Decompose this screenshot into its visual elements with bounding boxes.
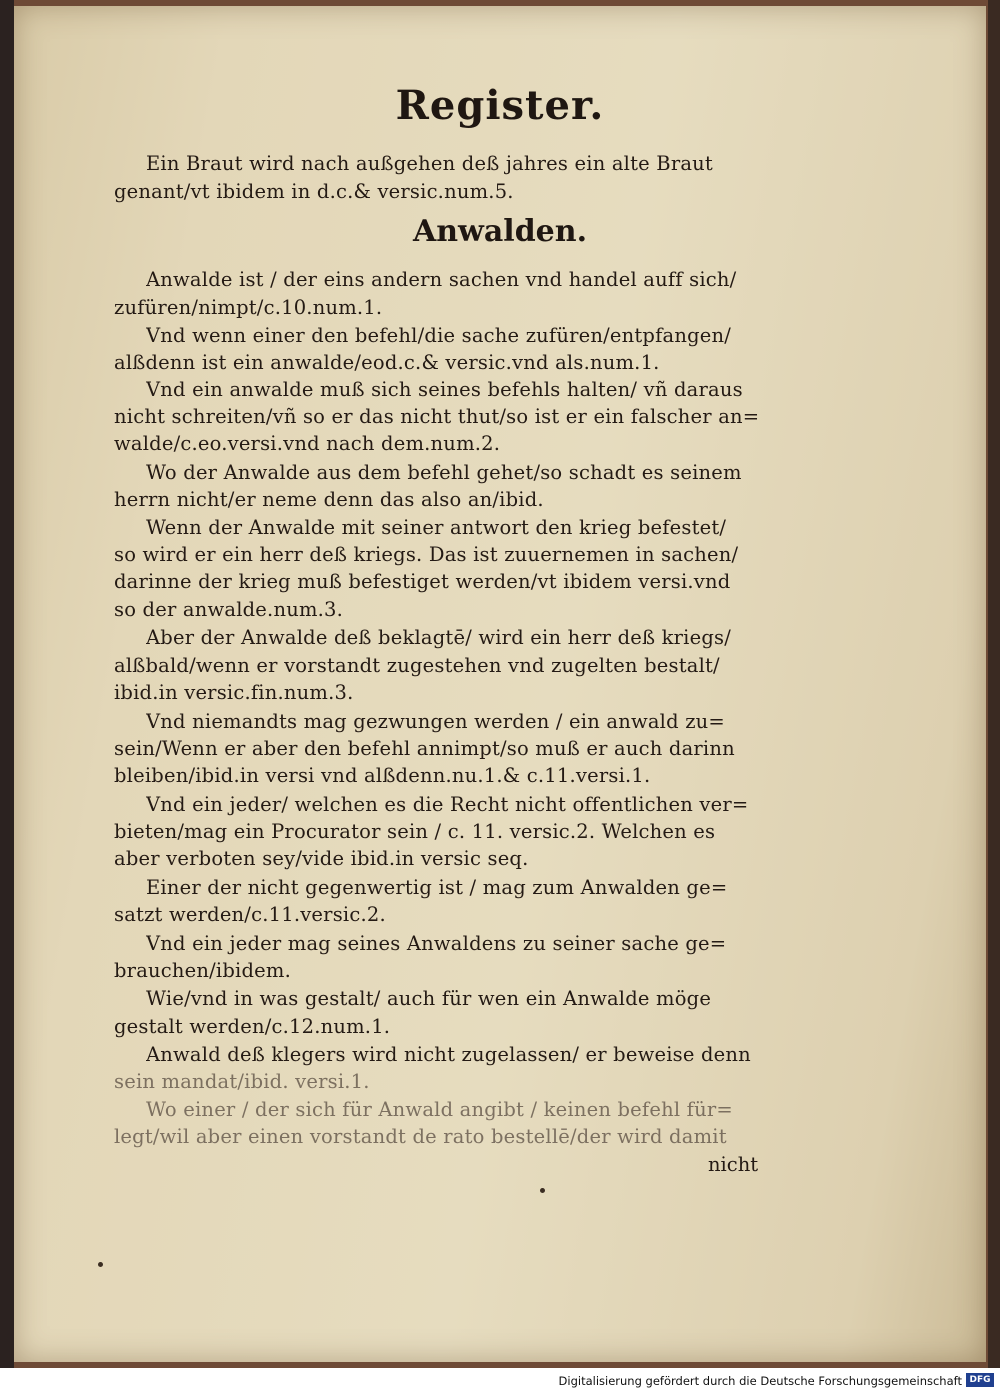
body-line: Vnd niemandts mag gezwungen werden / ein anwald zu= (146, 710, 725, 733)
scan-edge-left (0, 0, 14, 1368)
body-line: Anwalde ist / der eins andern sachen vnd handel auff sich/ (146, 268, 737, 291)
body-line: ibid.in versic.fin.num.3. (114, 681, 354, 704)
dfg-logo-icon: DFG (966, 1373, 994, 1387)
body-line: Anwald deß klegers wird nicht zugelassen/ er beweise denn (146, 1043, 751, 1066)
body-line: Vnd ein jeder mag seines Anwaldens zu seiner sache ge= (146, 932, 727, 955)
body-line: sein/Wenn er aber den befehl annimpt/so muß er auch darinn (114, 737, 735, 760)
body-line: Wie/vnd in was gestalt/ auch für wen ein Anwalde möge (146, 987, 712, 1010)
body-line: darinne der krieg muß befestiget werden/vt ibidem versi.vnd (114, 570, 731, 593)
body-line: sein mandat/ibid. versi.1. (114, 1070, 370, 1093)
catchword: nicht (708, 1153, 759, 1176)
section-heading: Anwalden. (412, 214, 588, 249)
body-line: legt/wil aber einen vorstandt de rato bestellē/der wird damit (114, 1125, 727, 1148)
body-line: Aber der Anwalde deß beklagtē/ wird ein herr deß kriegs/ (146, 626, 731, 649)
footer-bar (0, 1368, 1000, 1393)
footer-credit: Digitalisierung gefördert durch die Deutsche Forschungsgemeinschaft (558, 1374, 962, 1388)
body-line: herrn nicht/er neme denn das also an/ibid. (114, 488, 544, 511)
body-line: satzt werden/c.11.versic.2. (114, 903, 386, 926)
ink-speck (540, 1188, 545, 1193)
ink-speck (98, 1262, 103, 1267)
intro-line: genant/vt ibidem in d.c.& versic.num.5. (114, 180, 514, 203)
body-line: Wo einer / der sich für Anwald angibt / keinen befehl für= (146, 1098, 733, 1121)
page-title: Register. (395, 82, 605, 129)
body-line: bieten/mag ein Procurator sein / c. 11. versic.2. Welchen es (114, 820, 716, 843)
body-line: Vnd ein anwalde muß sich seines befehls halten/ vñ daraus (146, 378, 743, 401)
body-line: Wenn der Anwalde mit seiner antwort den krieg befestet/ (146, 516, 727, 539)
scan-edge-right (988, 0, 1000, 1368)
body-line: zufüren/nimpt/c.10.num.1. (114, 296, 383, 319)
body-line: alßbald/wenn er vorstandt zugestehen vnd zugelten bestalt/ (114, 654, 720, 677)
body-line: Einer der nicht gegenwertig ist / mag zum Anwalden ge= (146, 876, 728, 899)
body-line: Vnd ein jeder/ welchen es die Recht nicht offentlichen ver= (146, 793, 749, 816)
body-line: nicht schreiten/vñ so er das nicht thut/so ist er ein falscher an= (114, 405, 760, 428)
body-line: Wo der Anwalde aus dem befehl gehet/so schadt es seinem (146, 461, 742, 484)
book-page (14, 6, 986, 1362)
body-line: so wird er ein herr deß kriegs. Das ist zuuernemen in sachen/ (114, 543, 739, 566)
body-line: alßdenn ist ein anwalde/eod.c.& versic.vnd als.num.1. (114, 351, 660, 374)
body-line: so der anwalde.num.3. (114, 598, 344, 621)
body-line: aber verboten sey/vide ibid.in versic seq. (114, 847, 529, 870)
intro-line: Ein Braut wird nach außgehen deß jahres ein alte Braut (146, 152, 713, 175)
body-line: brauchen/ibidem. (114, 959, 292, 982)
body-line: gestalt werden/c.12.num.1. (114, 1015, 391, 1038)
body-line: Vnd wenn einer den befehl/die sache zufüren/entpfangen/ (146, 324, 732, 347)
body-line: bleiben/ibid.in versi vnd alßdenn.nu.1.& c.11.versi.1. (114, 764, 651, 787)
body-line: walde/c.eo.versi.vnd nach dem.num.2. (114, 432, 501, 455)
